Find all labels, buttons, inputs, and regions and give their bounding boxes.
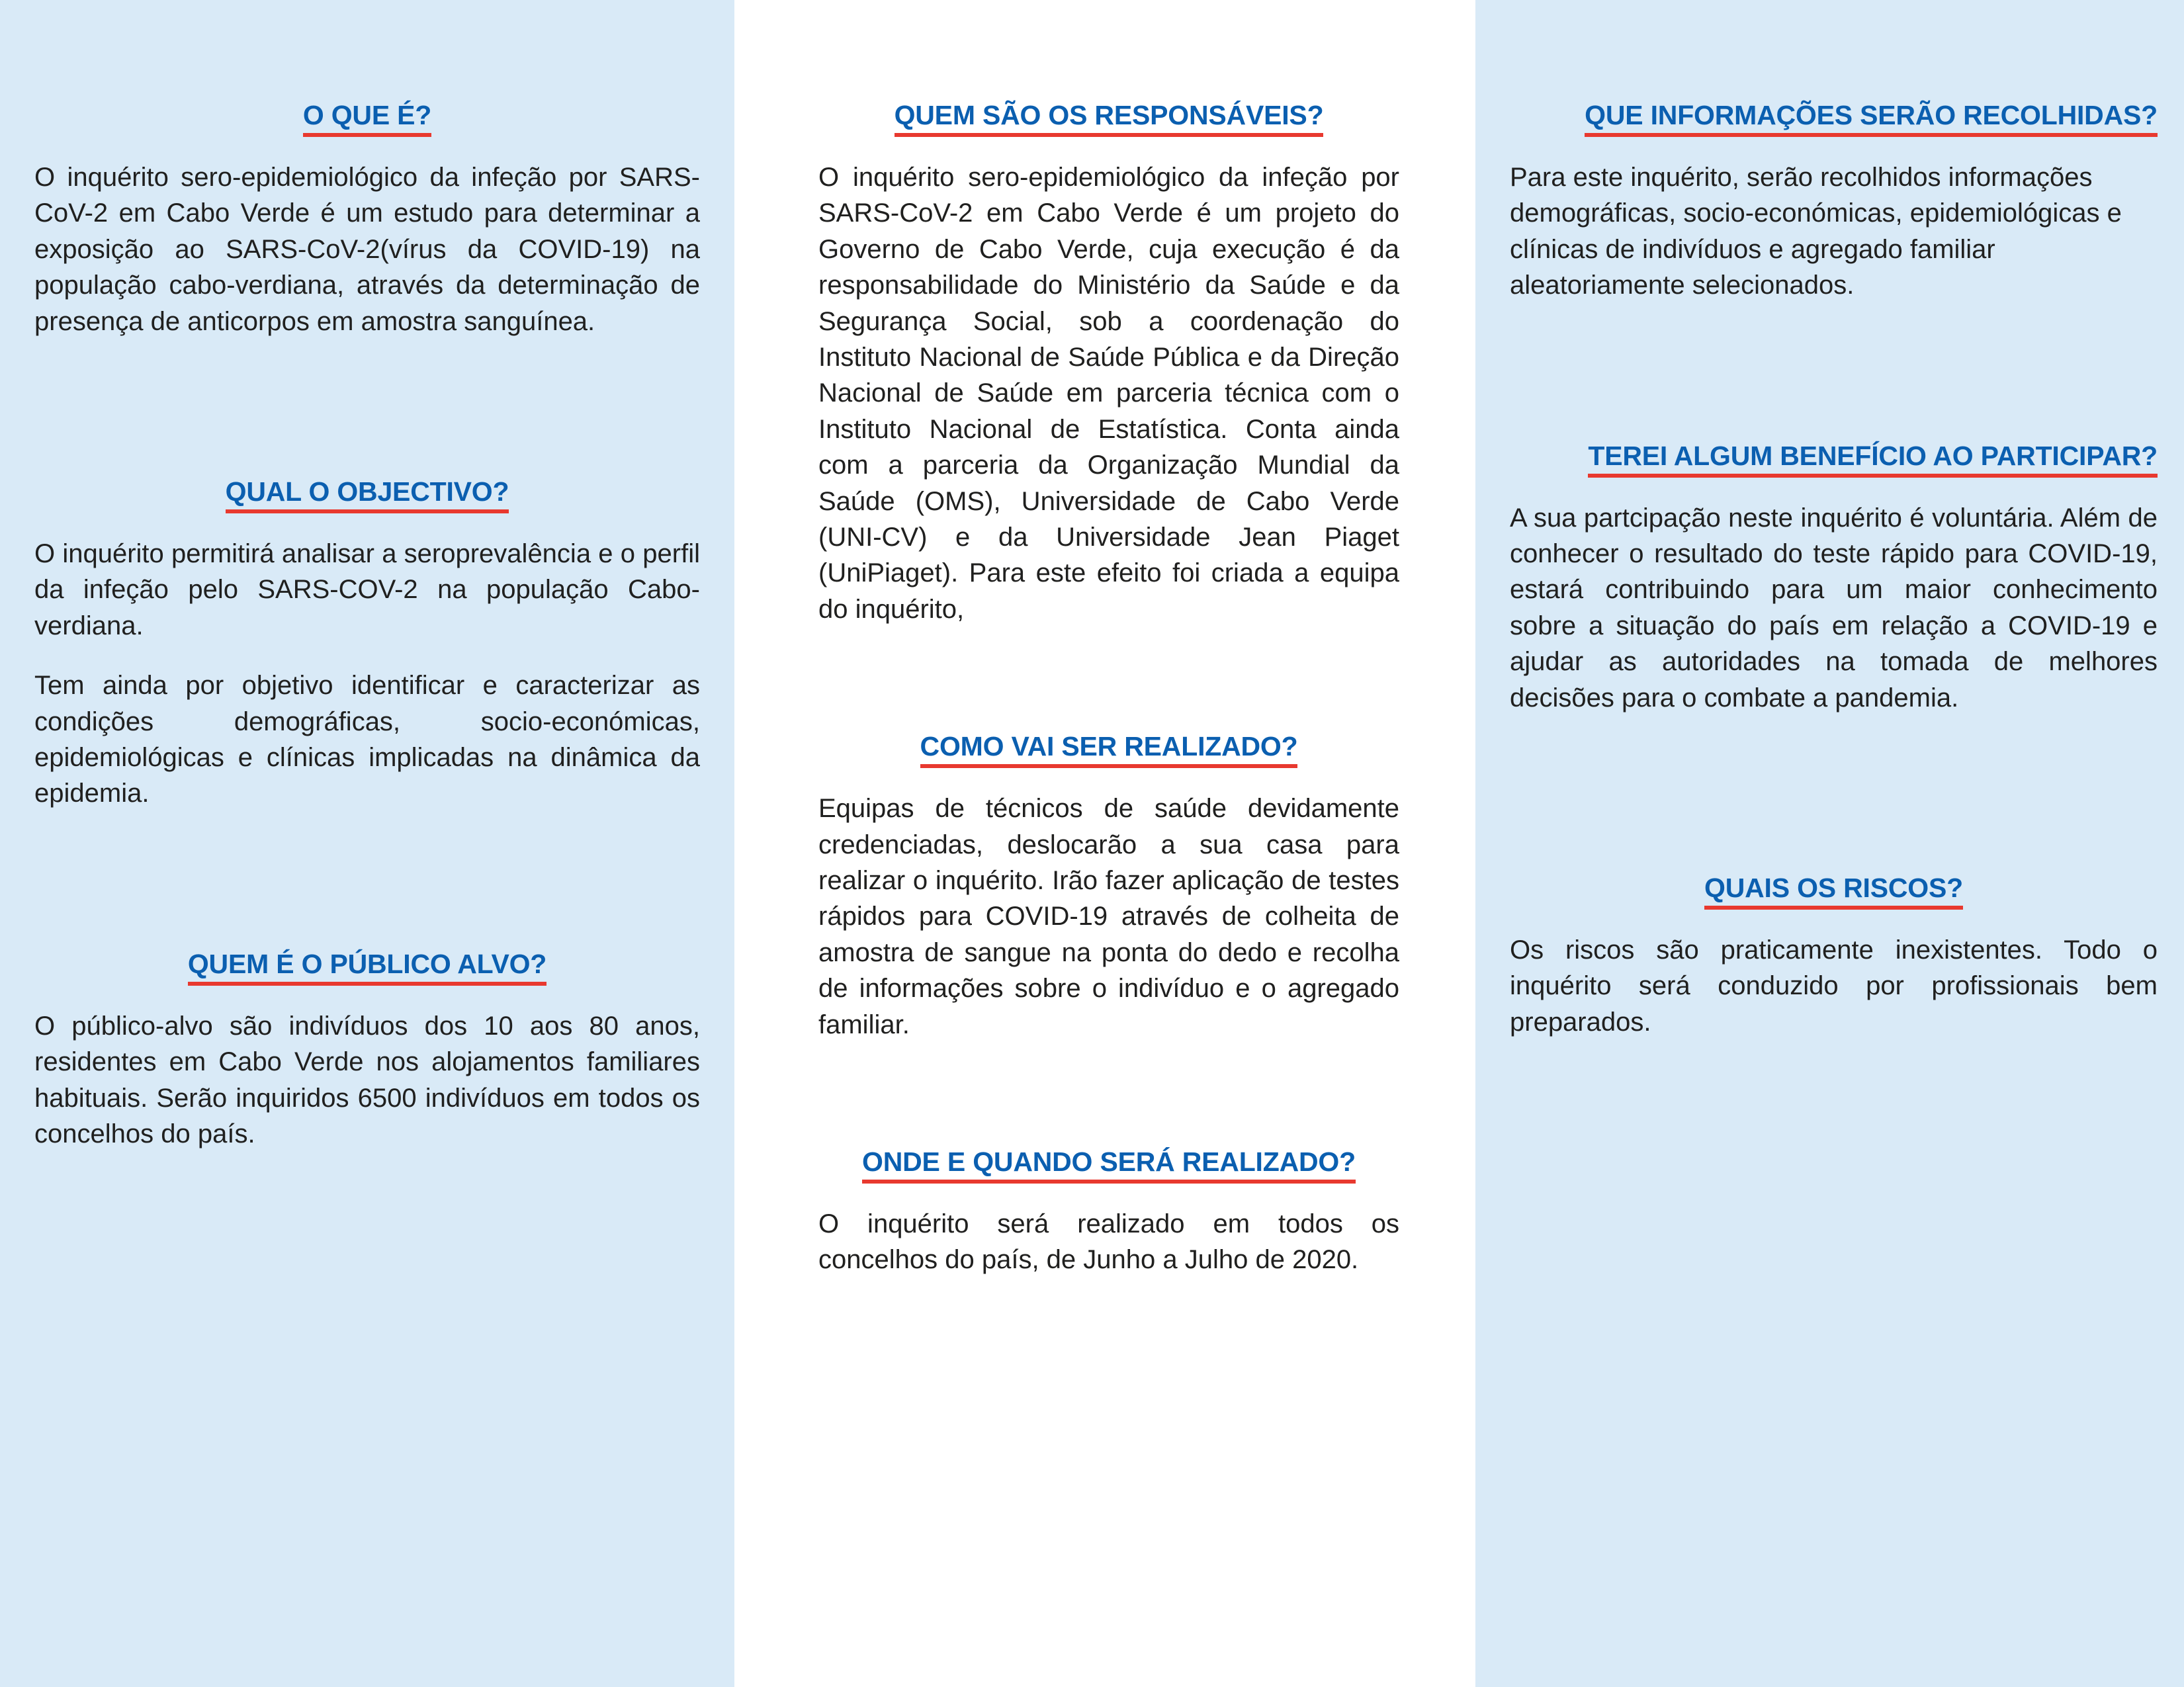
section-heading-qual-o-objectivo-text: QUAL O OBJECTIVO? xyxy=(226,478,509,513)
spacer xyxy=(818,1066,1399,1146)
paragraph-riscos: Os riscos são praticamente inexistentes. Todo o inquérito será conduzido por profissionais bem preparados. xyxy=(1510,935,2158,1037)
section-heading-informacoes-recolhidas-text: QUE INFORMAÇÕES SERÃO RECOLHIDAS? xyxy=(1585,101,2158,137)
section-heading-o-que-e-text: O QUE É? xyxy=(303,101,431,137)
paragraph-informacoes-recolhidas: Para este inquérito, serão recolhidos informações demográficas, socio-económicas, epidemiológicas e clínicas de indivíduos e agregado familiar aleatoriamente selecionados. xyxy=(1510,163,2122,300)
section-heading-informacoes-recolhidas xyxy=(1510,99,2158,137)
panel-right xyxy=(1475,0,2184,1687)
section-heading-responsaveis-text: QUEM SÃO OS RESPONSÁVEIS? xyxy=(895,101,1324,137)
panel-divider xyxy=(734,0,744,1687)
panel-left xyxy=(0,0,734,1687)
paragraph-responsaveis: O inquérito sero-epidemiológico da infeção por SARS-CoV-2 em Cabo Verde é um projeto do Governo de Cabo Verde, cuja execução é da responsabilidade do Ministério da Saúde e da Segurança Social, sob a coordenação do Instituto Nacional de Saúde Pública e da Direção Nacional de Saúde em parceria técnica com o Instituto Nacional de Estatística. Conta ainda com a parceria da Organização Mundial da Saúde (OMS), Universidade de Cabo Verde (UNI-CV) e da Universidade Jean Piaget (UniPiaget). Para este efeito foi criada a equipa do inquérito, xyxy=(818,163,1399,624)
section-heading-riscos-text: QUAIS OS RISCOS? xyxy=(1704,874,1963,910)
section-heading-onde-quando-text: ONDE E QUANDO SERÁ REALIZADO? xyxy=(862,1148,1356,1184)
section-heading-qual-o-objectivo xyxy=(34,476,700,513)
section-heading-como-realizado-text: COMO VAI SER REALIZADO? xyxy=(920,732,1298,768)
spacer xyxy=(1510,327,2158,440)
section-heading-o-que-e xyxy=(34,99,700,137)
paragraph-objectivo-1: O inquérito permitirá analisar a seroprevalência e o perfil da infeção pelo SARS-COV-2 na população Cabo-verdiana. xyxy=(34,539,700,640)
section-heading-onde-quando xyxy=(818,1146,1399,1184)
paragraph-como-realizado: Equipas de técnicos de saúde devidamente credenciadas, deslocarão a sua casa para realizar o inquérito. Irão fazer aplicação de testes rápidos para COVID-19 através de colheita de amostra de sangue na ponta do dedo e recolha de informações sobre o indivíduo e o agregado familiar. xyxy=(818,794,1399,1039)
section-heading-beneficio xyxy=(1510,440,2158,478)
paragraph-beneficio: A sua partcipação neste inquérito é voluntária. Além de conhecer o resultado do teste rápido para COVID-19, estará contribuindo para um maior conhecimento sobre a situação do país em relação a COVID-19 e ajudar as autoridades na tomada de melhores decisões para o combate a pandemia. xyxy=(1510,503,2158,713)
paragraph-objectivo-2: Tem ainda por objetivo identificar e caracterizar as condições demográficas, socio-económicas, epidemiológicas e clínicas implicadas na dinâmica da epidemia. xyxy=(34,671,700,808)
section-heading-riscos xyxy=(1510,872,2158,910)
panel-divider-2 xyxy=(1465,0,1475,1687)
spacer xyxy=(1510,740,2158,872)
paragraph-o-que-e: O inquérito sero-epidemiológico da infeção por SARS-CoV-2 em Cabo Verde é um estudo para determinar a exposição ao SARS-CoV-2(vírus da COVID-19) na população cabo-verdiana, através da determinação de presença de anticorpos em amostra sanguínea. xyxy=(34,163,700,336)
spacer xyxy=(818,651,1399,730)
panel-middle xyxy=(744,0,1465,1687)
section-heading-responsaveis xyxy=(818,99,1399,137)
spacer xyxy=(34,363,700,476)
section-heading-como-realizado xyxy=(818,730,1399,768)
spacer xyxy=(34,836,700,948)
paragraph-onde-quando: O inquérito será realizado em todos os concelhos do país, de Junho a Julho de 2020. xyxy=(818,1209,1399,1275)
section-heading-publico-alvo-text: QUEM É O PÚBLICO ALVO? xyxy=(188,950,546,986)
section-heading-beneficio-text: TEREI ALGUM BENEFÍCIO AO PARTICIPAR? xyxy=(1588,442,2158,478)
section-heading-publico-alvo xyxy=(34,948,700,986)
paragraph-publico-alvo: O público-alvo são indivíduos dos 10 aos 80 anos, residentes em Cabo Verde nos alojamentos familiares habituais. Serão inquiridos 6500 indivíduos em todos os concelhos do país. xyxy=(34,1011,700,1148)
